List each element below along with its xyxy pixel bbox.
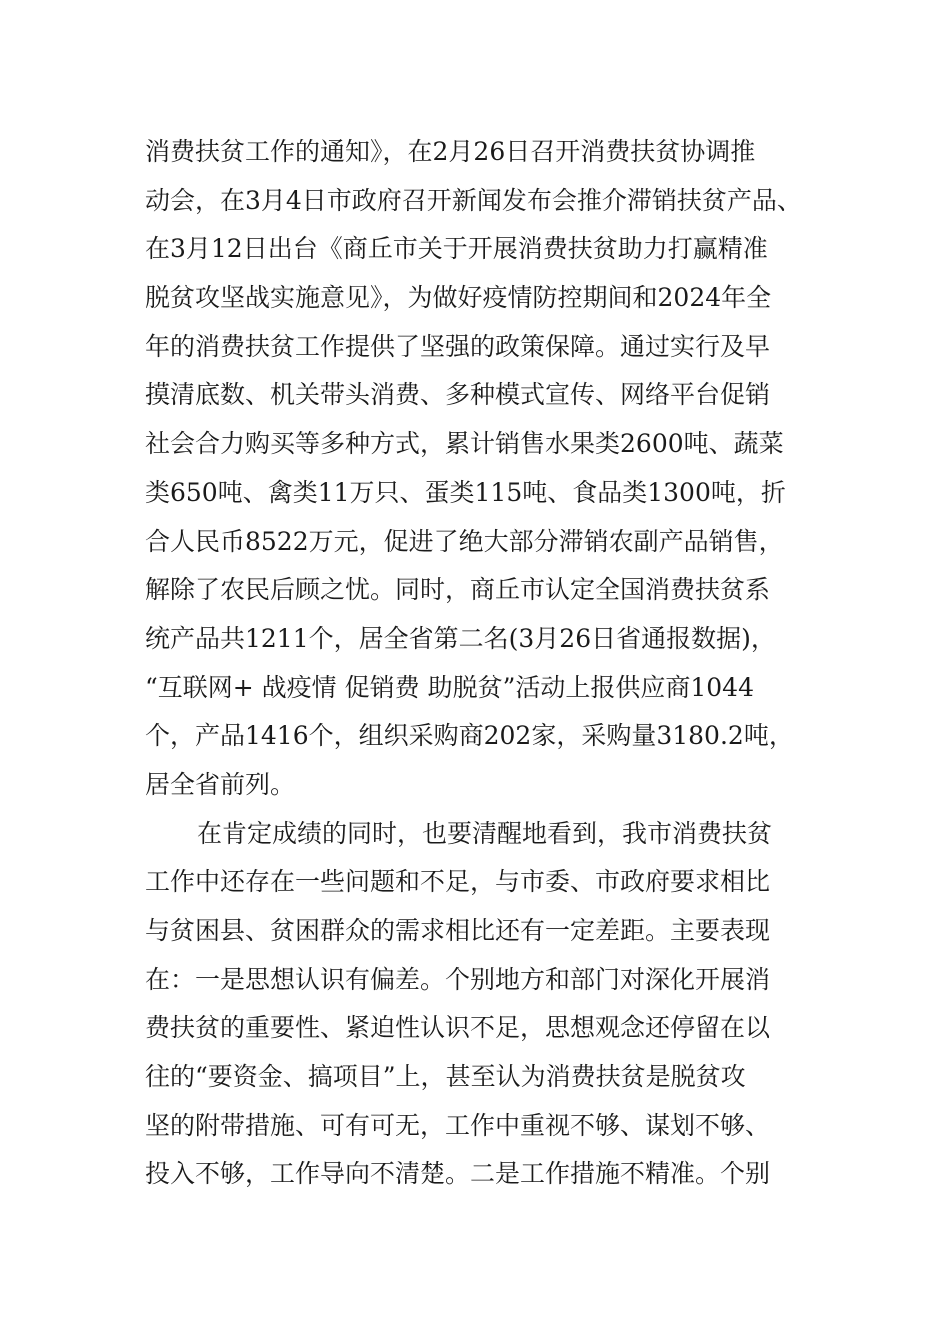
paragraph-1 bbox=[145, 128, 815, 810]
text-line: 合人民币8522万元，促进了绝大部分滞销农副产品销售， bbox=[145, 526, 784, 556]
text-line: 解除了农民后顾之忧。同时，商丘市认定全国消费扶贫系 bbox=[145, 575, 771, 605]
text-line: 个，产品1416个，组织采购商202家，采购量3180.2吨， bbox=[145, 721, 794, 751]
text-line: 投入不够，工作导向不清楚。二是工作措施不精准。个别 bbox=[145, 1159, 771, 1189]
text-line: 统产品共1211个，居全省第二名(3月26日省通报数据)， bbox=[145, 623, 776, 653]
text-line: 与贫困县、贫困群众的需求相比还有一定差距。主要表现 bbox=[145, 916, 771, 945]
document-body bbox=[145, 128, 815, 1199]
text-line: 往的“要资金、搞项目”上，甚至认为消费扶贫是脱贫攻 bbox=[145, 1062, 746, 1092]
text-line-indented: 在肯定成绩的同时，也要清醒地看到，我市消费扶贫 bbox=[197, 818, 773, 848]
text-line: 坚的附带措施、可有可无，工作中重视不够、谋划不够、 bbox=[145, 1110, 771, 1140]
text-line: 脱贫攻坚战实施意见》，为做好疫情防控期间和2024年全 bbox=[145, 283, 772, 313]
text-line: 类650吨、禽类11万只、蛋类115吨、食品类1300吨，折 bbox=[145, 477, 786, 507]
text-line: 动会，在3月4日市政府召开新闻发布会推介滞销扶贫产品、 bbox=[145, 185, 802, 215]
paragraph-2 bbox=[145, 810, 815, 1200]
text-line: 消费扶贫工作的通知》，在2月26日召开消费扶贫协调推 bbox=[145, 137, 756, 166]
text-line: 在：一是思想认识有偏差。个别地方和部门对深化开展消 bbox=[145, 964, 771, 994]
text-line: 在3月12日出台《商丘市关于开展消费扶贫助力打赢精准 bbox=[145, 234, 768, 264]
text-line: 费扶贫的重要性、紧迫性认识不足，思想观念还停留在以 bbox=[145, 1013, 771, 1043]
text-line: 年的消费扶贫工作提供了坚强的政策保障。通过实行及早 bbox=[145, 331, 771, 361]
text-line: 居全省前列。 bbox=[145, 769, 296, 799]
text-line: “互联网+ 战疫情 促销费 助脱贫”活动上报供应商1044 bbox=[145, 672, 754, 702]
text-line: 工作中还存在一些问题和不足，与市委、市政府要求相比 bbox=[145, 867, 771, 897]
text-line: 摸清底数、机关带头消费、多种模式宣传、网络平台促销 bbox=[145, 380, 771, 410]
text-line: 社会合力购买等多种方式，累计销售水果类2600吨、蔬菜 bbox=[145, 429, 784, 459]
